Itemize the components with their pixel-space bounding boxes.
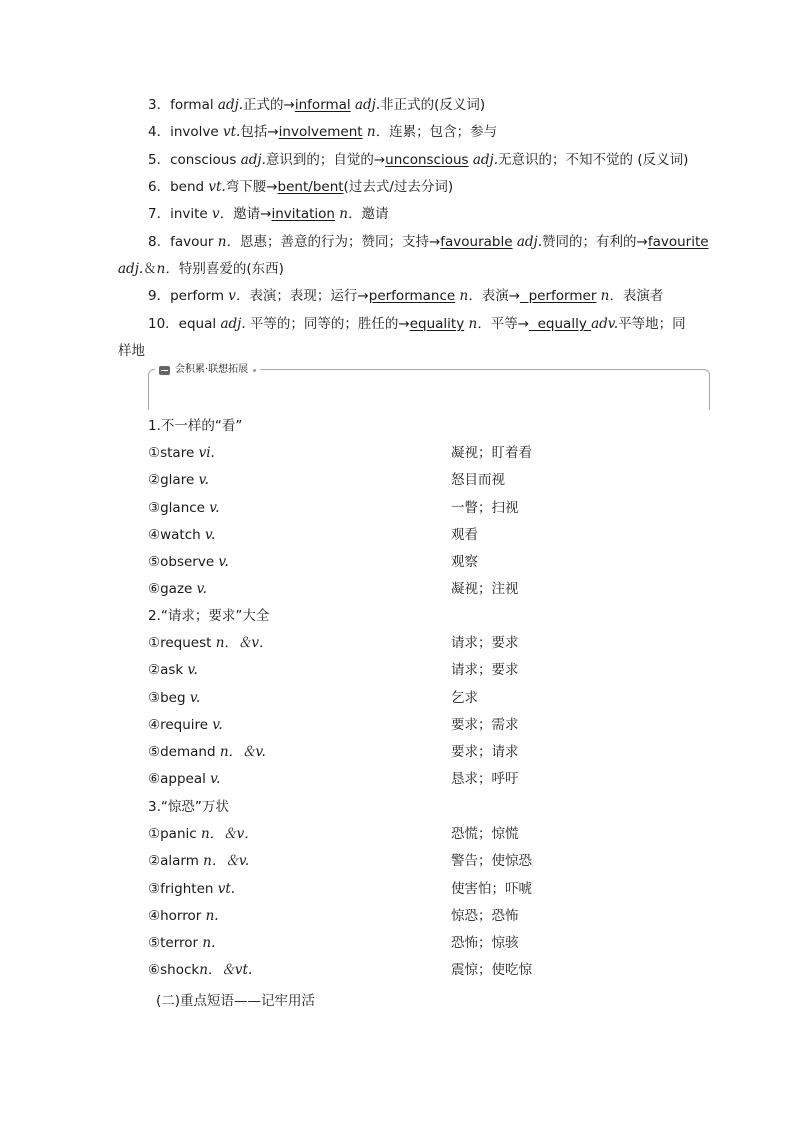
entry-pos: v. bbox=[210, 771, 221, 788]
entry-word: horror bbox=[160, 907, 206, 924]
item-number: 5． bbox=[148, 152, 171, 168]
box-title-text: 会积累·联想拓展 bbox=[175, 364, 249, 375]
item-number: 7． bbox=[148, 206, 171, 222]
dot-icon bbox=[253, 369, 256, 372]
word-entry bbox=[148, 851, 249, 871]
entry-pos: n．＆v． bbox=[215, 635, 273, 652]
word-entry bbox=[148, 715, 223, 735]
part-of-speech: adj. bbox=[468, 152, 499, 168]
entry-definition: 要求；请求 bbox=[451, 744, 519, 760]
vocab-item-5 bbox=[148, 150, 688, 170]
definition: 包括→ bbox=[240, 124, 279, 140]
derived-word: equally bbox=[529, 316, 592, 332]
entry-word: gaze bbox=[160, 581, 197, 598]
part-of-speech: n． bbox=[156, 261, 179, 277]
vocab-item-3 bbox=[148, 95, 485, 115]
part-of-speech: vt. bbox=[223, 124, 241, 140]
vocab-item-10 bbox=[148, 314, 686, 334]
part-of-speech: adj. bbox=[220, 316, 246, 332]
entry-pos: vi. bbox=[198, 445, 215, 462]
definition: 样地 bbox=[118, 343, 145, 359]
entry-index: ⑥ bbox=[148, 771, 161, 788]
entry-word: observe bbox=[160, 554, 219, 570]
entry-definition: 恳求；呼吁 bbox=[451, 771, 519, 788]
vocab-item-9 bbox=[148, 286, 663, 306]
item-number: 6． bbox=[148, 179, 171, 195]
section-box bbox=[148, 364, 710, 410]
entry-pos: n．＆v. bbox=[203, 853, 250, 870]
entry-index: ① bbox=[148, 445, 161, 462]
word-entry bbox=[148, 960, 252, 980]
group-title: 2.“请求；要求”大全 bbox=[148, 608, 270, 624]
part-of-speech: n． bbox=[455, 288, 482, 304]
definition: 连累；包含；参与 bbox=[389, 124, 498, 140]
part-of-speech: adj. bbox=[217, 97, 244, 113]
entry-pos: v. bbox=[196, 581, 207, 598]
entry-pos: v. bbox=[198, 472, 209, 489]
entry-pos: v. bbox=[189, 689, 201, 706]
entry-index: ② bbox=[148, 472, 161, 489]
vocab-item-8-continued bbox=[118, 259, 284, 279]
derived-word: informal bbox=[294, 97, 351, 113]
word-entry bbox=[148, 824, 258, 844]
part-of-speech: n． bbox=[362, 124, 390, 140]
entry-pos: n. bbox=[202, 935, 216, 951]
headword: 10．equal bbox=[148, 316, 221, 332]
vocab-item-8 bbox=[148, 232, 709, 252]
entry-word: ask bbox=[160, 662, 188, 679]
item-number: 4． bbox=[148, 124, 171, 140]
part-of-speech: n． bbox=[217, 234, 240, 250]
definition: 恩惠；善意的行为；赞同；支持→ bbox=[239, 234, 441, 250]
definition: 非正式的(反义词) bbox=[380, 97, 486, 113]
entry-pos: n．＆vt. bbox=[199, 962, 253, 979]
list-icon bbox=[159, 366, 170, 375]
entry-index: ③ bbox=[148, 499, 161, 516]
part-of-speech: adj. bbox=[350, 97, 381, 113]
entry-definition: 乞求 bbox=[451, 689, 478, 706]
headword: 9．perform bbox=[148, 288, 229, 304]
entry-definition: 使害怕；吓唬 bbox=[451, 880, 532, 897]
word-entry bbox=[148, 688, 200, 708]
word-entry bbox=[148, 470, 209, 490]
entry-pos: v. bbox=[187, 662, 198, 679]
entry-definition: 要求；需求 bbox=[451, 716, 519, 733]
entry-definition: 恐怖；惊骇 bbox=[451, 935, 519, 951]
entry-definition: 凝视；注视 bbox=[451, 581, 519, 598]
part-of-speech: vt. bbox=[208, 179, 226, 195]
entry-definition: 恐慌；惊慌 bbox=[451, 826, 519, 843]
part-of-speech: v． bbox=[228, 288, 250, 304]
headword: 8．favour bbox=[148, 234, 218, 250]
entry-index: ④ bbox=[148, 907, 161, 924]
part-of-speech: adj. bbox=[118, 261, 144, 277]
entry-index: ③ bbox=[148, 880, 161, 897]
entry-word: request bbox=[160, 635, 216, 652]
entry-definition: 观察 bbox=[451, 554, 478, 570]
definition: 表演→ bbox=[481, 288, 521, 304]
section-footer: (二)重点短语——记牢用活 bbox=[156, 993, 316, 1009]
entry-word: glance bbox=[160, 499, 210, 516]
entry-index: ⑥ bbox=[148, 581, 161, 598]
entry-word: appeal bbox=[160, 771, 211, 788]
entry-word: alarm bbox=[160, 853, 204, 870]
entry-index: ③ bbox=[148, 689, 161, 706]
headword: invite bbox=[170, 206, 213, 222]
definition: 表演者 bbox=[622, 288, 664, 304]
definition: 正式的→ bbox=[243, 97, 295, 113]
entry-index: ⑤ bbox=[148, 935, 161, 951]
word-entry bbox=[148, 879, 235, 899]
word-entry bbox=[148, 525, 215, 545]
entry-word: glare bbox=[160, 472, 199, 489]
definition: 赞同的；有利的→ bbox=[542, 234, 648, 250]
entry-pos: n．＆v. bbox=[219, 744, 266, 760]
headword: involve bbox=[170, 124, 223, 140]
definition: 特别喜爱的(东西) bbox=[178, 261, 284, 277]
entry-pos: vt. bbox=[217, 880, 236, 897]
entry-word: require bbox=[160, 716, 213, 733]
entry-index: ② bbox=[148, 853, 161, 870]
entry-definition: 震惊；使吃惊 bbox=[451, 962, 532, 979]
derived-word: involvement bbox=[278, 124, 363, 140]
entry-definition: 观看 bbox=[451, 526, 478, 543]
entry-index: ④ bbox=[148, 716, 161, 733]
part-of-speech: n． bbox=[464, 316, 491, 332]
entry-pos: v. bbox=[212, 716, 223, 733]
entry-word: stare bbox=[160, 445, 199, 462]
entry-word: demand bbox=[160, 744, 220, 760]
headword: conscious bbox=[170, 152, 241, 168]
entry-pos: v. bbox=[209, 499, 220, 516]
item-number: 3． bbox=[148, 97, 171, 113]
derived-word: performer bbox=[520, 288, 597, 304]
entry-index: ④ bbox=[148, 526, 161, 543]
definition: 邀请 bbox=[361, 206, 389, 222]
headword: formal bbox=[170, 97, 218, 113]
definition: 无意识的；不知不觉的 (反义词) bbox=[498, 152, 689, 168]
entry-word: terror bbox=[160, 935, 203, 951]
word-entry bbox=[148, 552, 229, 572]
entry-index: ⑥ bbox=[148, 962, 161, 979]
vocab-item-7 bbox=[148, 204, 388, 224]
entry-pos: n. bbox=[205, 907, 219, 924]
definition: 弯下腰→ bbox=[225, 179, 278, 195]
entry-index: ① bbox=[148, 635, 161, 652]
derived-word: performance bbox=[368, 288, 456, 304]
definition: 表演；表现；运行→ bbox=[249, 288, 369, 304]
box-title bbox=[155, 364, 260, 376]
definition: 平等地；同 bbox=[618, 316, 686, 332]
entry-definition: 警告；使惊恐 bbox=[451, 853, 532, 870]
derived-word: invitation bbox=[271, 206, 335, 222]
entry-definition: 惊恐；恐怖 bbox=[451, 907, 519, 924]
entry-index: ② bbox=[148, 662, 161, 679]
word-entry bbox=[148, 769, 220, 789]
entry-index: ⑤ bbox=[148, 554, 161, 570]
group-title: 3.“惊恐”万状 bbox=[148, 799, 229, 815]
definition: 邀请→ bbox=[233, 206, 272, 222]
part-of-speech: adv. bbox=[591, 316, 619, 332]
entry-index: ⑤ bbox=[148, 744, 161, 760]
definition: (过去式/过去分词) bbox=[343, 179, 454, 195]
entry-word: watch bbox=[160, 526, 205, 543]
word-entry bbox=[148, 906, 219, 926]
part-of-speech: n． bbox=[334, 206, 362, 222]
ampersand: ＆ bbox=[143, 261, 157, 277]
part-of-speech: v． bbox=[212, 206, 234, 222]
definition: 意识到的；自觉的→ bbox=[265, 152, 386, 168]
entry-definition: 一瞥；扫视 bbox=[451, 499, 519, 516]
word-entry bbox=[148, 633, 273, 653]
entry-definition: 请求；要求 bbox=[451, 635, 519, 652]
entry-pos: v. bbox=[218, 554, 229, 570]
definition: 平等的；同等的；胜任的→ bbox=[245, 316, 410, 332]
entry-pos: n．＆v． bbox=[200, 826, 258, 843]
entry-word: frighten bbox=[160, 880, 218, 897]
part-of-speech: n． bbox=[596, 288, 623, 304]
part-of-speech: adj. bbox=[240, 152, 266, 168]
word-entry bbox=[148, 579, 207, 599]
vocab-item-4 bbox=[148, 122, 497, 142]
word-entry bbox=[148, 742, 266, 762]
derived-word: bent/bent bbox=[277, 179, 344, 195]
derived-word: unconscious bbox=[385, 152, 469, 168]
vocab-item-10-continued bbox=[118, 341, 145, 361]
word-entry bbox=[148, 498, 220, 518]
entry-pos: v. bbox=[205, 526, 216, 543]
entry-index: ① bbox=[148, 826, 161, 843]
group-title: 1.不一样的“看” bbox=[148, 418, 243, 434]
derived-word: favourite bbox=[647, 234, 709, 250]
word-entry bbox=[148, 660, 198, 680]
entry-definition: 请求；要求 bbox=[451, 662, 519, 679]
entry-word: beg bbox=[160, 689, 190, 706]
vocab-item-6 bbox=[148, 177, 453, 197]
entry-word: shock bbox=[160, 962, 200, 979]
part-of-speech: adj. bbox=[512, 234, 543, 250]
headword: bend bbox=[170, 179, 209, 195]
entry-word: panic bbox=[160, 826, 201, 843]
derived-word: equality bbox=[409, 316, 465, 332]
entry-definition: 怒目而视 bbox=[451, 472, 505, 489]
definition: 平等→ bbox=[490, 316, 530, 332]
word-entry bbox=[148, 933, 215, 953]
word-entry bbox=[148, 443, 215, 463]
derived-word: favourable bbox=[440, 234, 513, 250]
entry-definition: 凝视；盯着看 bbox=[451, 445, 532, 462]
